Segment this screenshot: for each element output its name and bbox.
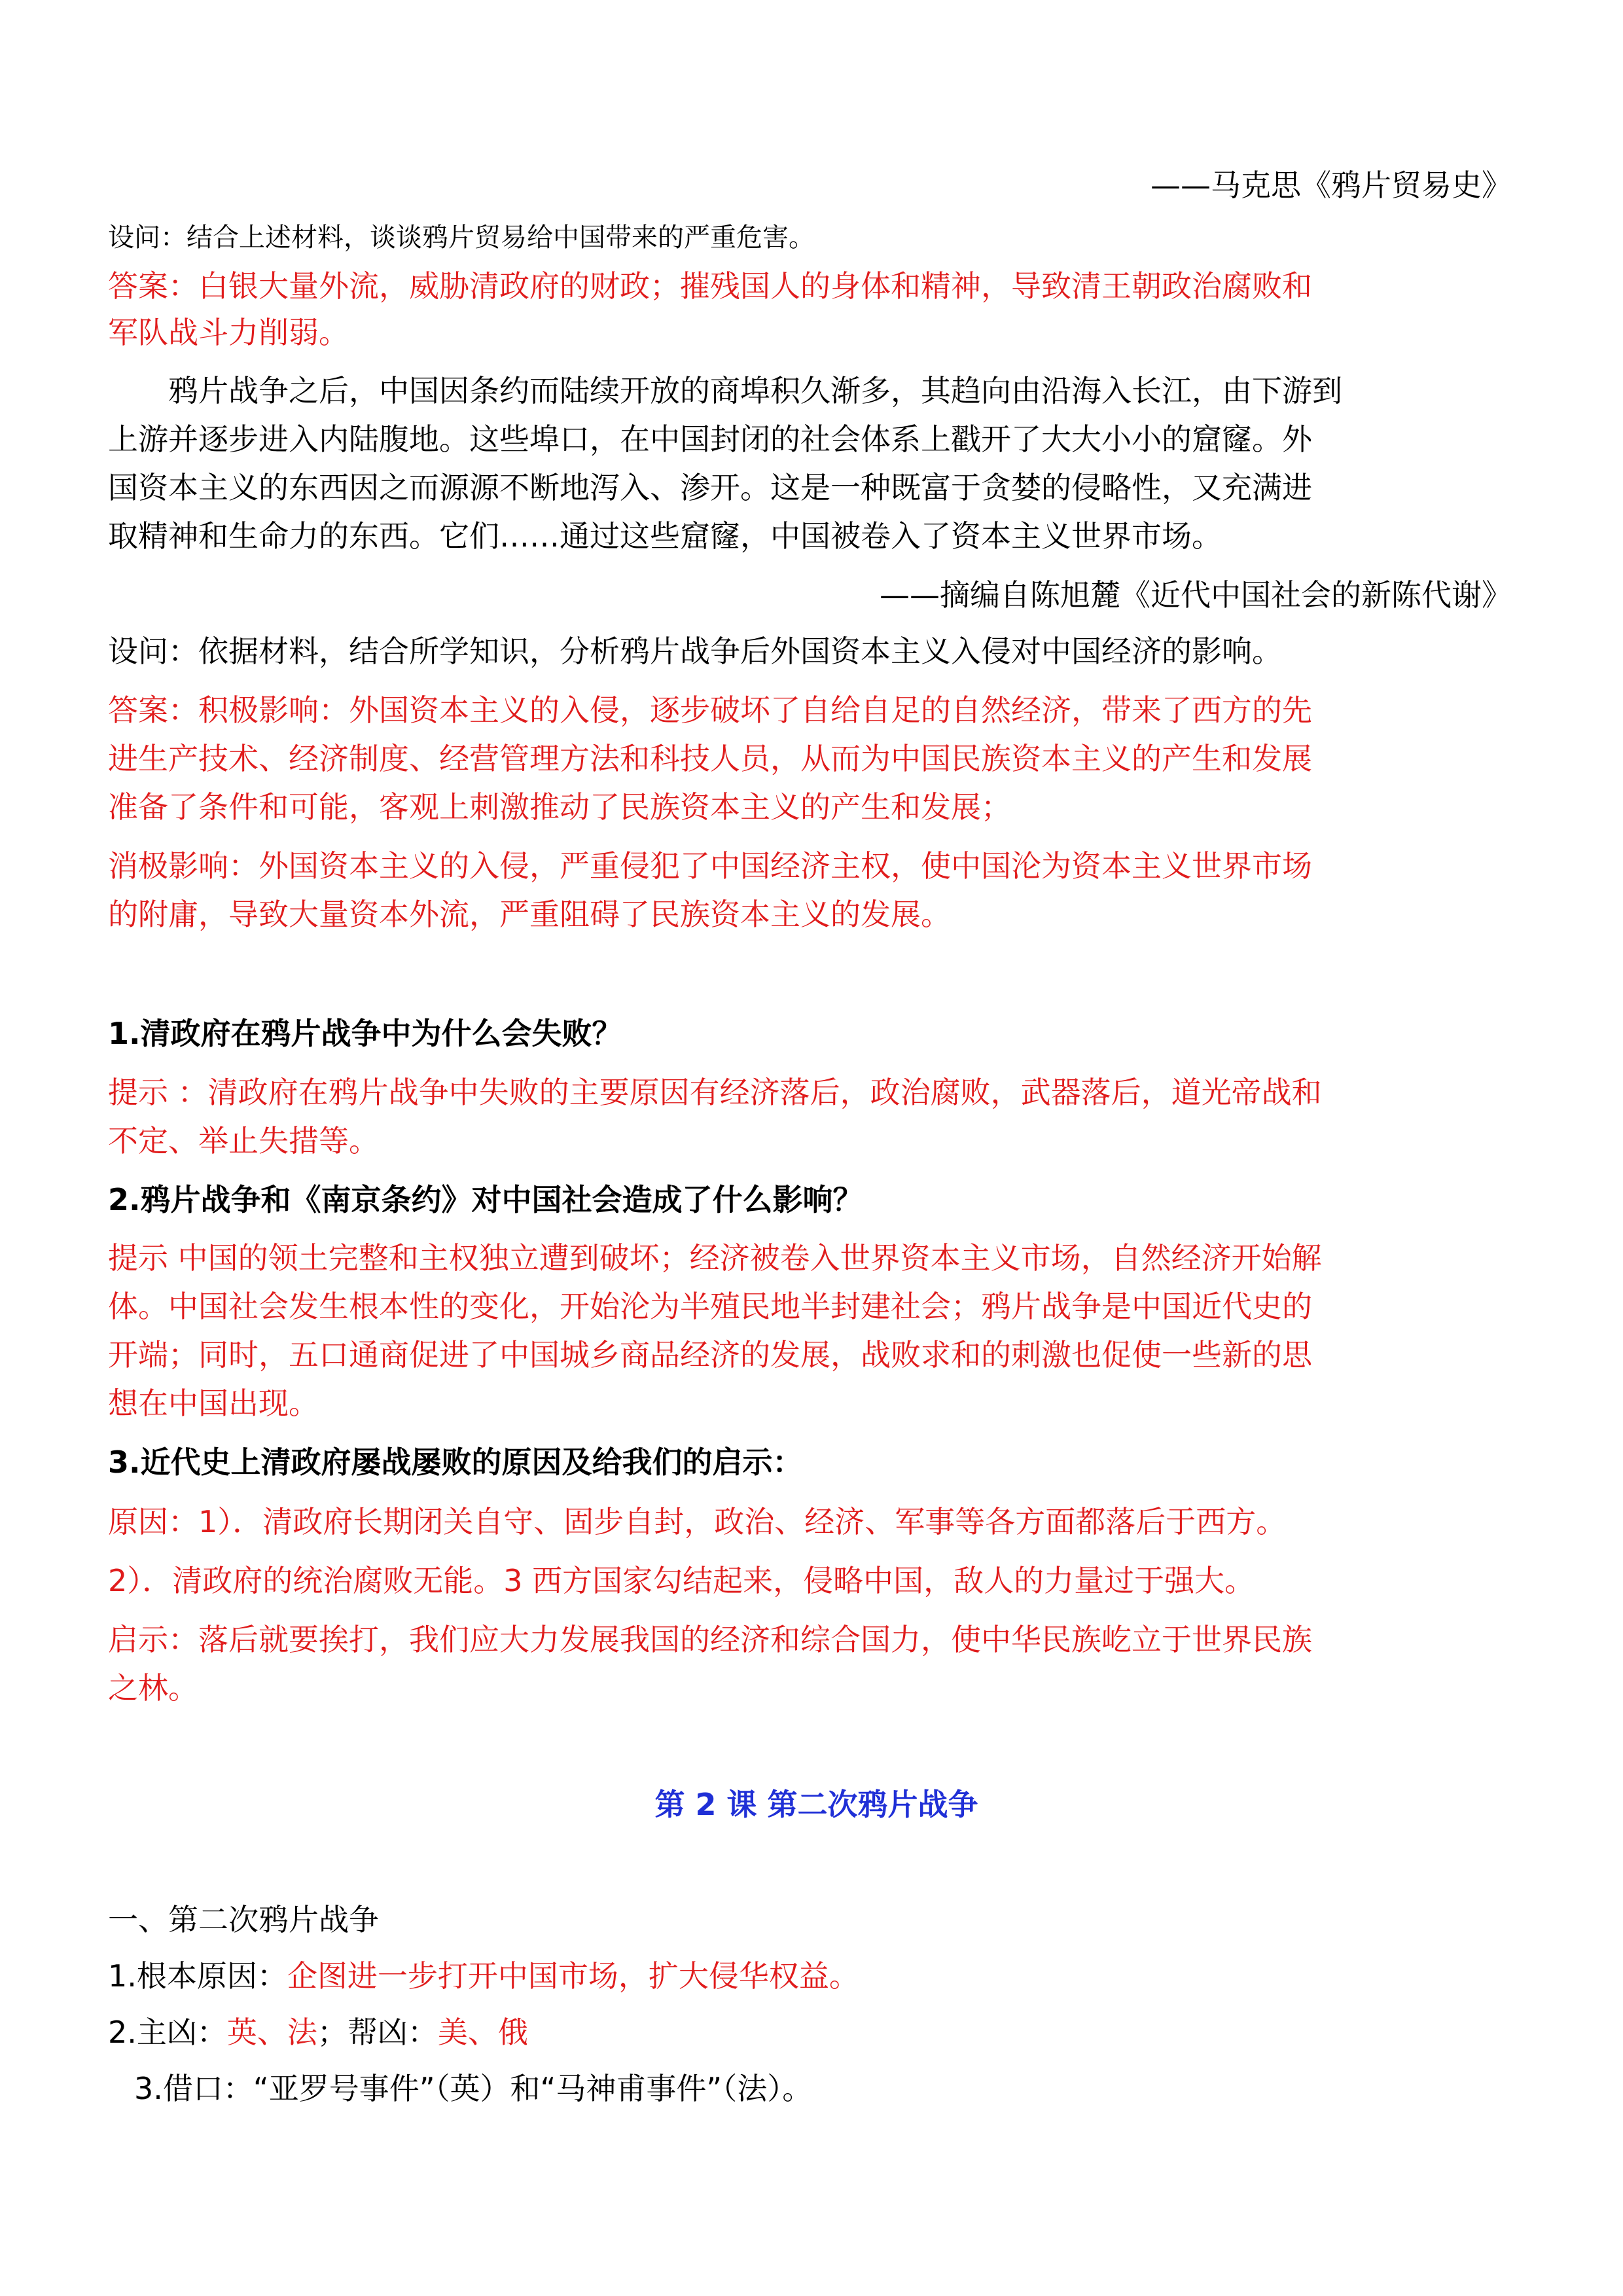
- question-1: 设问：结合上述材料，谈谈鸦片贸易给中国带来的严重危害。: [108, 223, 815, 253]
- item-2-value-accomplice: 美、俄: [437, 2015, 528, 2050]
- item-1: [108, 1952, 1525, 2000]
- question-q1: 1.清政府在鸦片战争中为什么会失败？: [108, 1016, 622, 1051]
- item-2: [108, 2008, 1525, 2056]
- insight-line-1: 启示：落后就要挨打，我们应大力发展我国的经济和综合国力，使中华民族屹立于世界民族: [108, 1622, 1312, 1657]
- item-2-label-main: 2.主凶：: [108, 2015, 227, 2050]
- item-2-label-accomplice: ；帮凶：: [317, 2015, 438, 2050]
- answer-2-line-1: 答案：积极影响：外国资本主义的入侵，逐步破坏了自给自足的自然经济，带来了西方的先: [108, 692, 1312, 728]
- hint-q1-line-1: 提示 ：清政府在鸦片战争中失败的主要原因有经济落后，政治腐败，武器落后，道光帝战和: [108, 1075, 1322, 1110]
- answer-2b-line-1: 消极影响：外国资本主义的入侵，严重侵犯了中国经济主权，使中国沦为资本主义世界市场: [108, 848, 1312, 884]
- item-3: 3.借口：“亚罗号事件”（英）和“马神甫事件”（法）。: [134, 2071, 813, 2106]
- answer-2b-line-2: 的附庸，导致大量资本外流，严重阻碍了民族资本主义的发展。: [108, 897, 951, 932]
- lesson-title: 第 2 课 第二次鸦片战争: [654, 1787, 978, 1822]
- hint-q1-line-2: 不定、举止失措等。: [108, 1123, 379, 1158]
- question-2: 设问：依据材料，结合所学知识，分析鸦片战争后外国资本主义入侵对中国经济的影响。: [108, 634, 1282, 669]
- material-line-2: 上游并逐步进入内陆腹地。这些埠口，在中国封闭的社会体系上戳开了大大小小的窟窿。外: [108, 422, 1312, 457]
- material-line-3: 国资本主义的东西因之而源源不断地泻入、渗开。这是一种既富于贪婪的侵略性，又充满进: [108, 470, 1312, 505]
- answer-2-line-2: 进生产技术、经济制度、经营管理方法和科技人员，从而为中国民族资本主义的产生和发展: [108, 741, 1312, 776]
- answer-1-line-2: 军队战斗力削弱。: [108, 315, 349, 350]
- item-1-value: 企图进一步打开中国市场，扩大侵华权益。: [287, 1958, 859, 1994]
- question-q3: 3.近代史上清政府屡战屡败的原因及给我们的启示：: [108, 1444, 803, 1480]
- item-2-value-main: 英、法: [226, 2015, 317, 2050]
- answer-2-line-3: 准备了条件和可能，客观上刺激推动了民族资本主义的产生和发展；: [108, 789, 1011, 825]
- reason-2: 2）．清政府的统治腐败无能。3 西方国家勾结起来，侵略中国，敌人的力量过于强大。: [108, 1563, 1255, 1598]
- material-line-1: 鸦片战争之后，中国因条约而陆续开放的商埠积久渐多，其趋向由沿海入长江，由下游到: [108, 373, 1342, 408]
- hint-q2-line-1: 提示 中国的领土完整和主权独立遭到破坏；经济被卷入世界资本主义市场，自然经济开始解: [108, 1240, 1322, 1276]
- hint-q2-line-3: 开端；同时，五口通商促进了中国城乡商品经济的发展，战败求和的刺激也促使一些新的思: [108, 1337, 1312, 1372]
- lesson-heading: 一、第二次鸦片战争: [108, 1902, 379, 1937]
- material-line-4: 取精神和生命力的东西。它们……通过这些窟窿，中国被卷入了资本主义世界市场。: [108, 518, 1222, 554]
- hint-q2-line-4: 想在中国出现。: [108, 1386, 319, 1421]
- insight-line-2: 之林。: [108, 1670, 198, 1706]
- question-q2: 2.鸦片战争和《南京条约》对中国社会造成了什么影响？: [108, 1182, 863, 1217]
- answer-1-line-1: 答案：白银大量外流，威胁清政府的财政；摧残国人的身体和精神，导致清王朝政治腐败和: [108, 268, 1312, 304]
- source-marx: ——马克思《鸦片贸易史》: [1150, 168, 1512, 203]
- item-1-label: 1.根本原因：: [108, 1958, 287, 1994]
- hint-q2-line-2: 体。中国社会发生根本性的变化，开始沦为半殖民地半封建社会；鸦片战争是中国近代史的: [108, 1289, 1312, 1324]
- reason-1: 原因：1）．清政府长期闭关自守、固步自封，政治、经济、军事等各方面都落后于西方。: [108, 1504, 1287, 1539]
- source-chen: ——摘编自陈旭麓《近代中国社会的新陈代谢》: [880, 577, 1512, 613]
